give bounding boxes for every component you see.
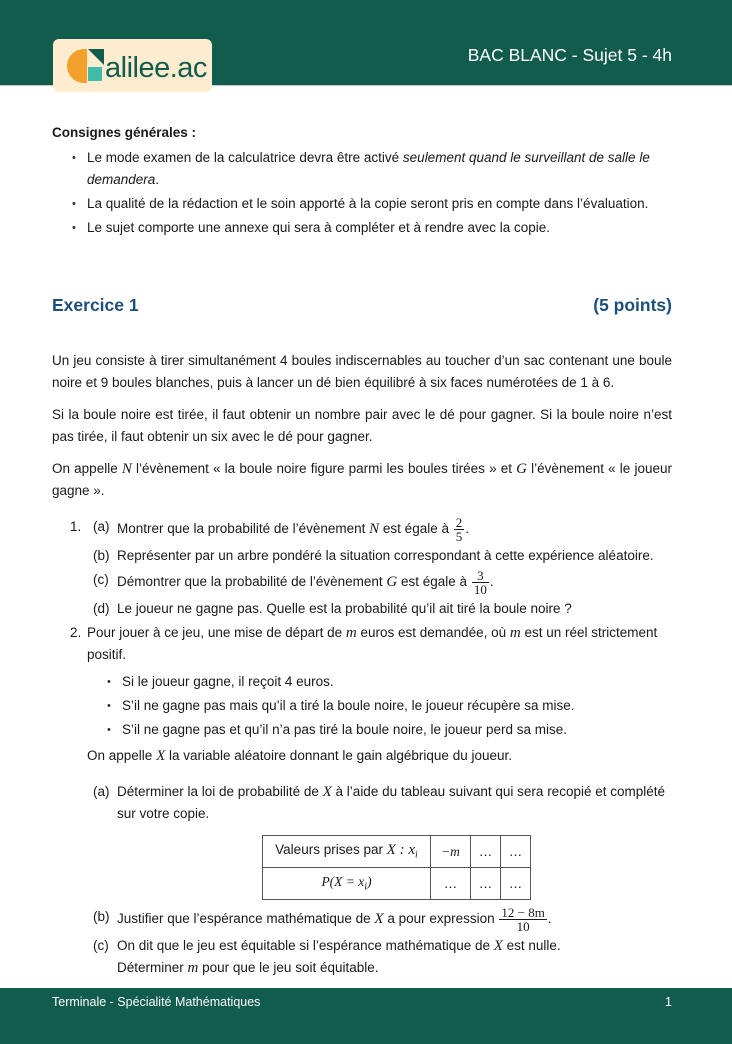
- table-cell: …: [471, 836, 501, 868]
- table-header-cell: Valeurs prises par X : $x_i$: [263, 836, 431, 868]
- consignes-list: [52, 147, 672, 239]
- table-row: [263, 868, 531, 900]
- question-2: 2. Pour jouer à ce jeu, une mise de départ de m euros est demandée, où m est un réel strictement positif. • Si le joueur gagne, il reçoit 4 euros. • S’il ne gagne pas mais qu’il a tiré la boule noire, le joueur récupère sa mise. • S’il ne gagne pas et qu’il n’a pas tiré la boule noire, le joueur perd sa mise. On appelle X la variable aléatoire donnant le gain algébrique du joueur. (a) Déterminer la loi de probabilité de X à l’aide du tableau suivant qui sera recopié et complété sur votre copie. Valeurs prises par X : $x_i$ −m … … $P(X = x_i)$ … … … (b) Justifier que l’espérance mathématique de X a pour expression $\frac{12 - 8m}{10}$ . (c) On dit que le jeu est équitable si l’espérance mathématique de X est nulle. Déterminer m pour que le jeu soit équitable.: [52, 622, 672, 979]
- consigne-item: • La qualité de la rédaction et le soin apporté à la copie seront pris en compte dans l’évaluation.: [72, 193, 672, 215]
- logo-teal-square-icon: [88, 67, 102, 81]
- table-cell: …: [501, 868, 531, 900]
- consigne-item: • Le sujet comporte une annexe qui sera à compléter et à rendre avec la copie.: [72, 217, 672, 239]
- table-cell: −m: [431, 836, 471, 868]
- consigne-item: • Le mode examen de la calculatrice devra être activé seulement quand le surveillant de salle le demandera.: [72, 147, 672, 191]
- question-1c: (c) Démontrer que la probabilité de l’évènement G est égale à $\frac{3}{10}$ .: [93, 568, 494, 597]
- exercise-paragraph: On appelle N l’évènement « la boule noire figure parmi les boules tirées » et G l’évènement « le joueur gagne ».: [52, 461, 672, 498]
- page-number: 1: [665, 995, 672, 1009]
- question-1d: (d) Le joueur ne gagne pas. Quelle est la probabilité qu’il ait tiré la boule noire ?: [93, 601, 572, 616]
- logo-triangle-icon: [88, 49, 104, 65]
- logo-text: alilee.ac: [105, 52, 207, 84]
- variable-definition: On appelle X la variable aléatoire donnant le gain algébrique du joueur.: [87, 748, 512, 764]
- question-2a: (a) Déterminer la loi de probabilité de X à l’aide du tableau suivant qui sera recopié et complété sur votre copie.: [93, 784, 666, 821]
- question-2c: (c) On dit que le jeu est équitable si l’espérance mathématique de X est nulle. Déterminer m pour que le jeu soit équitable.: [93, 938, 561, 976]
- table-cell: …: [431, 868, 471, 900]
- gain-rules-list: [87, 671, 672, 741]
- document-body: [52, 124, 672, 981]
- question-list: [52, 516, 672, 979]
- exercise-paragraph: Un jeu consiste à tirer simultanément 4 boules indiscernables au toucher d’un sac contenant une boule noire et 9 boules blanches, puis à lancer un dé bien équilibré à six faces numérotées de 1 à 6.: [52, 353, 672, 390]
- gain-rule: • Si le joueur gagne, il reçoit 4 euros.: [107, 671, 672, 693]
- question-1a: (a) Montrer que la probabilité de l’évènement N est égale à $\frac{2}{5}$ .: [93, 515, 469, 544]
- fraction: $\frac{12 - 8m}{10}$: [501, 905, 545, 934]
- probability-table: [262, 835, 531, 900]
- exercise-points: (5 points): [593, 295, 672, 315]
- table-cell: …: [501, 836, 531, 868]
- fraction: $\frac{2}{5}$: [455, 515, 463, 544]
- page-header: [0, 0, 732, 86]
- question-1: 1. (a) Montrer que la probabilité de l’évènement N est égale à $\frac{2}{5}$ . (b) Représenter par un arbre pondéré la situation correspondant à cette expérience aléatoire. (c) Démontrer que la probabilité de l’évènement G est égale à $\frac{3}{10}$ . (d) Le joueur ne gagne pas. Quelle est la probabilité qu’il ait tiré la boule noire ?: [52, 516, 672, 620]
- document-title: BAC BLANC - Sujet 5 - 4h: [467, 45, 672, 65]
- table-row: [263, 836, 531, 868]
- page-footer: [0, 988, 732, 1044]
- exercise-paragraph: Si la boule noire est tirée, il faut obtenir un nombre pair avec le dé pour gagner. Si la boule noire n’est pas tirée, il faut obtenir un six avec le dé pour gagner.: [52, 407, 672, 444]
- consignes-title: Consignes générales :: [52, 125, 197, 140]
- galilee-logo: [53, 39, 212, 92]
- gain-rule: • S’il ne gagne pas et qu’il n’a pas tiré la boule noire, le joueur perd sa mise.: [107, 719, 672, 741]
- gain-rule: • S’il ne gagne pas mais qu’il a tiré la boule noire, le joueur récupère sa mise.: [107, 695, 672, 717]
- table-header-cell: $P(X = x_i)$: [263, 868, 431, 900]
- footer-course-label: Terminale - Spécialité Mathématiques: [52, 995, 261, 1009]
- logo-orange-half-circle-icon: [67, 49, 87, 83]
- exercise-title: Exercice 1: [52, 295, 139, 315]
- table-cell: …: [471, 868, 501, 900]
- question-1b: (b) Représenter par un arbre pondéré la situation correspondant à cette expérience aléatoire.: [93, 548, 654, 563]
- question-2b: (b) Justifier que l’espérance mathématique de X a pour expression $\frac{12 - 8m}{10}$ .: [93, 905, 552, 934]
- question-2-intro: Pour jouer à ce jeu, une mise de départ de m euros est demandée, où m est un réel strictement positif.: [87, 625, 658, 662]
- exercise-header: [52, 294, 672, 316]
- fraction: $\frac{3}{10}$: [473, 568, 487, 597]
